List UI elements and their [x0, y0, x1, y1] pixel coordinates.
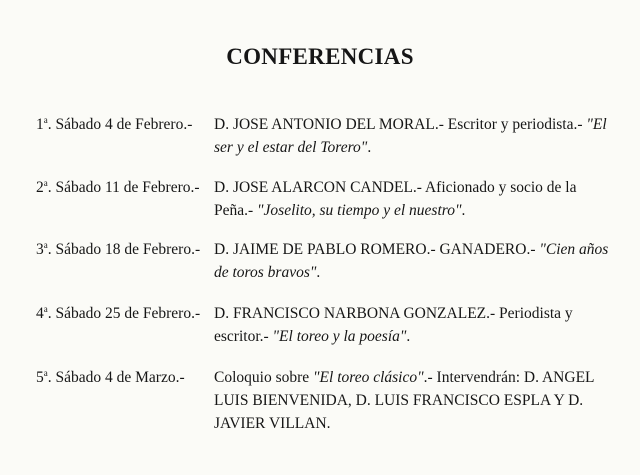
- entry-tail: .: [367, 139, 372, 156]
- entry-speaker: D. FRANCISCO NARBONA GONZALEZ.- Periodista y escritor.-: [214, 305, 573, 345]
- entry-tail: .: [406, 328, 411, 345]
- entry-date: [36, 302, 200, 325]
- entry-body: [214, 302, 614, 348]
- ordinal-mark: a: [43, 115, 48, 125]
- entry-date: [36, 113, 192, 136]
- entry-body: [214, 113, 614, 159]
- entry-date-text: . Sábado 4 de Febrero.-: [47, 116, 193, 133]
- entry-body: [214, 176, 614, 222]
- entry-date-text: . Sábado 4 de Marzo.-: [47, 369, 185, 386]
- entry-topic: "El toreo y la poesía": [272, 328, 407, 345]
- entry-body: [214, 366, 614, 435]
- entry-tail: .: [316, 264, 321, 281]
- entry-tail: .: [461, 202, 466, 219]
- entry-number: 4: [36, 305, 44, 322]
- entry-date: [36, 238, 200, 261]
- entry-body: [214, 238, 614, 284]
- entry-date-text: . Sábado 25 de Febrero.-: [47, 305, 201, 322]
- entry-speaker: D. JAIME DE PABLO ROMERO.- GANADERO.-: [214, 241, 536, 258]
- entry-date: [36, 176, 200, 199]
- page-title: CONFERENCIAS: [226, 44, 414, 69]
- entry-number: 3: [36, 241, 44, 258]
- entry-speaker: D. JOSE ALARCON CANDEL.- Aficionado y socio de la Peña.-: [214, 179, 577, 219]
- entry-date-text: . Sábado 18 de Febrero.-: [47, 241, 201, 258]
- entry-topic: "Joselito, su tiempo y el nuestro": [257, 202, 462, 219]
- entry-date-text: . Sábado 11 de Febrero.-: [47, 179, 200, 196]
- entry-speaker: D. JOSE ANTONIO DEL MORAL.- Escritor y periodista.-: [214, 116, 583, 133]
- entry-speaker-pre: Coloquio sobre: [214, 369, 310, 386]
- entry-date: [36, 366, 185, 389]
- entry-topic: "Cien años de toros bravos": [214, 241, 609, 281]
- ordinal-mark: a: [43, 304, 48, 314]
- ordinal-mark: a: [43, 368, 48, 378]
- ordinal-mark: a: [43, 178, 48, 188]
- entry-number: 1: [36, 116, 44, 133]
- entry-number: 5: [36, 369, 44, 386]
- entry-topic: "El toreo clásico": [313, 369, 424, 386]
- ordinal-mark: a: [43, 240, 48, 250]
- entry-tail: .- Intervendrán: D. ANGEL LUIS BIENVENIDA, D. LUIS FRANCISCO ESPLA Y D. JAVIER VILLAN.: [214, 369, 594, 432]
- entry-topic: "El ser y el estar del Torero": [214, 116, 607, 156]
- entry-number: 2: [36, 179, 44, 196]
